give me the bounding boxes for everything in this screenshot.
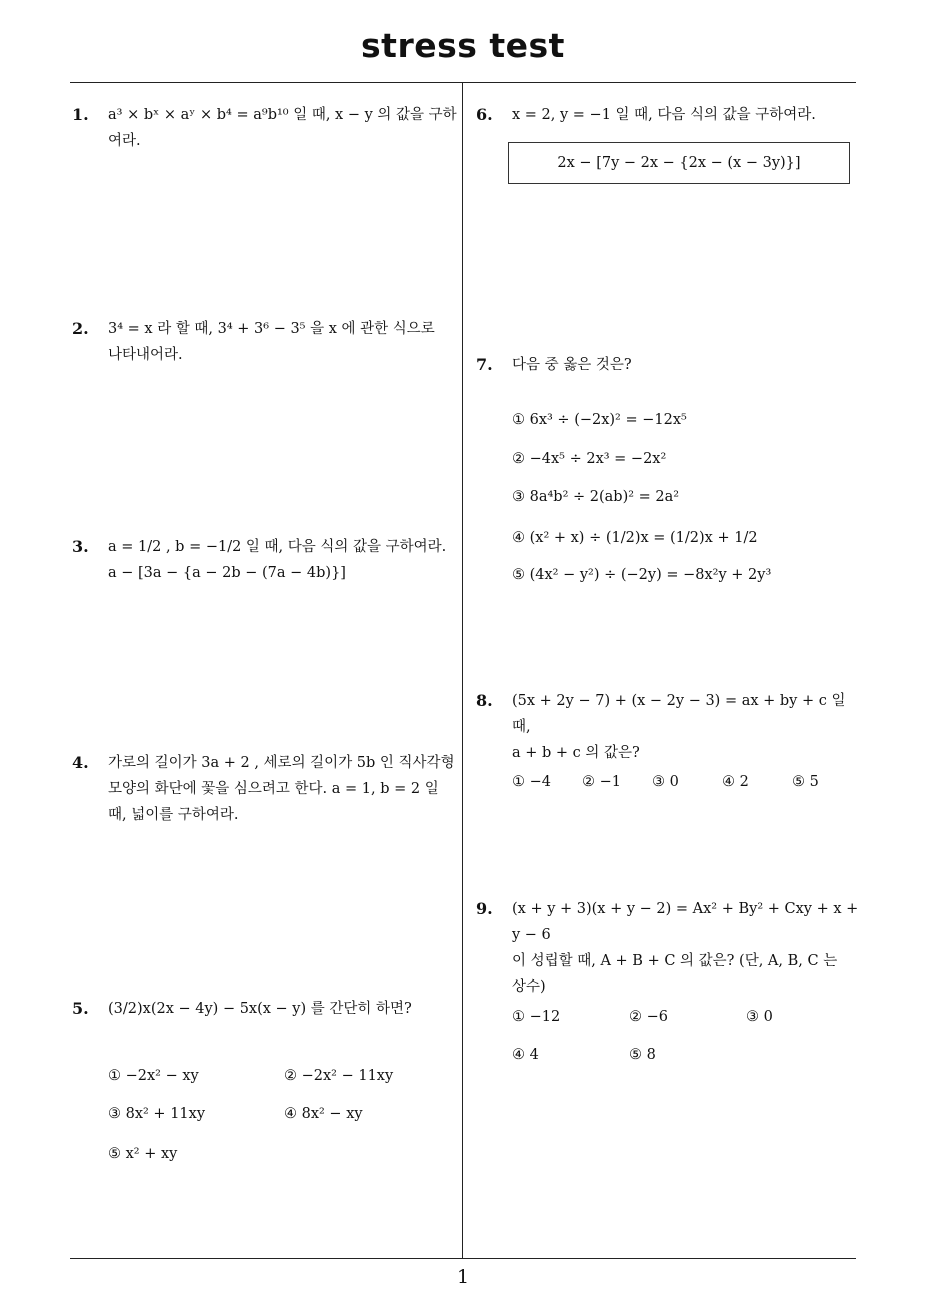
question-number: 9. <box>476 899 493 918</box>
choice-4[interactable]: ④ 4 <box>512 1047 539 1063</box>
question-text-line: 때, 넓이를 구하여라. <box>108 807 239 823</box>
choice-4[interactable]: ④ 2 <box>722 774 749 790</box>
question-text-line: (3/2)x(2x − 4y) − 5x(x − y) 를 간단히 하면? <box>108 1001 412 1017</box>
question-text-line: 이 성립할 때, A + B + C 의 값은? (단, A, B, C 는 <box>512 953 838 969</box>
bottom-rule <box>70 1258 856 1259</box>
page-title: stress test <box>361 26 565 65</box>
question-number: 8. <box>476 691 493 710</box>
question-text-line: 여라. <box>108 133 141 149</box>
choice-2[interactable]: ② −1 <box>582 774 621 790</box>
question-text-line: 나타내어라. <box>108 347 183 363</box>
question-text-line: x = 2, y = −1 일 때, 다음 식의 값을 구하여라. <box>512 107 816 123</box>
choice-1[interactable]: ① −12 <box>512 1009 561 1025</box>
question-text-line: a³ × bˣ × aʸ × b⁴ = a⁹b¹⁰ 일 때, x − y 의 값을 구하 <box>108 107 457 123</box>
choice-3[interactable]: ③ 0 <box>746 1009 773 1025</box>
question-number: 1. <box>72 105 89 124</box>
question-number: 3. <box>72 537 89 556</box>
choice-1[interactable]: ① −2x² − xy <box>108 1068 199 1084</box>
question-text-line: 3⁴ = x 라 할 때, 3⁴ + 3⁶ − 3⁵ 을 x 에 관한 식으로 <box>108 321 435 337</box>
column-divider <box>462 83 463 1258</box>
question-text-line: (x + y + 3)(x + y − 2) = Ax² + By² + Cxy + x + y − 6 <box>512 901 859 943</box>
choice-4[interactable]: ④ 8x² − xy <box>284 1106 363 1122</box>
choice-5[interactable]: ⑤ (4x² − y²) ÷ (−2y) = −8x²y + 2y³ <box>512 567 772 583</box>
question-expression: a − [3a − {a − 2b − (7a − 4b)}] <box>108 565 346 581</box>
choice-1[interactable]: ① 6x³ ÷ (−2x)² = −12x⁵ <box>512 412 687 428</box>
question-text-line: a = 1/2 , b = −1/2 일 때, 다음 식의 값을 구하여라. <box>108 539 447 555</box>
question-number: 2. <box>72 319 89 338</box>
choice-2[interactable]: ② −4x⁵ ÷ 2x³ = −2x² <box>512 451 667 467</box>
choice-3[interactable]: ③ 0 <box>652 774 679 790</box>
choice-3[interactable]: ③ 8x² + 11xy <box>108 1106 206 1122</box>
top-rule <box>70 82 856 83</box>
question-number: 5. <box>72 999 89 1018</box>
question-number: 4. <box>72 753 89 772</box>
expression-box: 2x − [7y − 2x − {2x − (x − 3y)}] <box>508 142 850 184</box>
question-number: 6. <box>476 105 493 124</box>
question-text-line: 가로의 길이가 3a + 2 , 세로의 길이가 5b 인 직사각형 <box>108 755 455 771</box>
choice-2[interactable]: ② −2x² − 11xy <box>284 1068 394 1084</box>
choice-1[interactable]: ① −4 <box>512 774 551 790</box>
question-text-line: a + b + c 의 값은? <box>512 745 640 761</box>
question-text-line: 모양의 화단에 꽃을 심으려고 한다. a = 1, b = 2 일 <box>108 781 439 797</box>
page-number: 1 <box>456 1266 470 1288</box>
choice-5[interactable]: ⑤ 8 <box>629 1047 656 1063</box>
question-number: 7. <box>476 355 493 374</box>
choice-5[interactable]: ⑤ 5 <box>792 774 819 790</box>
choice-4[interactable]: ④ (x² + x) ÷ (1/2)x = (1/2)x + 1/2 <box>512 530 758 546</box>
choice-5[interactable]: ⑤ x² + xy <box>108 1146 178 1162</box>
question-text-line: 상수) <box>512 979 546 995</box>
question-text-line: (5x + 2y − 7) + (x − 2y − 3) = ax + by + c 일 때, <box>512 693 846 735</box>
question-text-line: 다음 중 옳은 것은? <box>512 357 632 373</box>
choice-3[interactable]: ③ 8a⁴b² ÷ 2(ab)² = 2a² <box>512 489 680 505</box>
choice-2[interactable]: ② −6 <box>629 1009 668 1025</box>
